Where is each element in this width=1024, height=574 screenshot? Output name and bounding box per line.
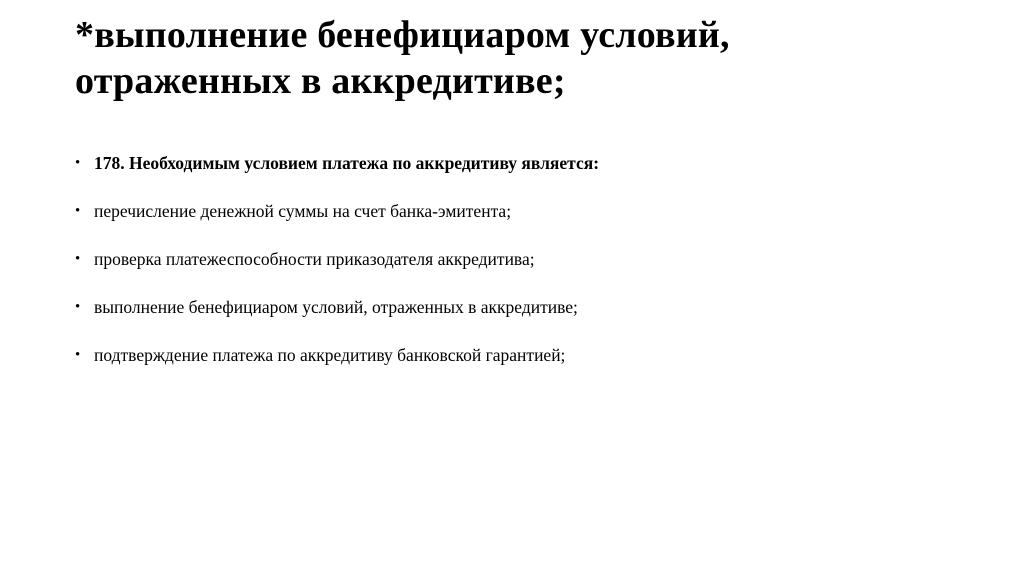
bullet-item-5 [75, 344, 599, 366]
bullet-item-1 [75, 152, 599, 174]
bullet-marker-icon: • [75, 251, 81, 267]
bullet-item-4 [75, 296, 599, 318]
bullet-marker-icon: • [75, 203, 81, 219]
slide-title-line-1: *выполнение бенефициаром условий, [75, 14, 730, 56]
bullet-text-1: 178. Необходимым условием платежа по аккредитиву является: [94, 153, 600, 173]
bullet-list [75, 152, 599, 392]
slide-title-line-2: отраженных в аккредитиве; [75, 60, 566, 102]
bullet-text-2: перечисление денежной суммы на счет банка-эмитента; [94, 201, 512, 221]
bullet-marker-icon: • [75, 347, 81, 363]
bullet-text-4: выполнение бенефициаром условий, отраженных в аккредитиве; [94, 297, 578, 317]
bullet-marker-icon: • [75, 155, 81, 171]
bullet-text-5: подтверждение платежа по аккредитиву банковской гарантией; [94, 345, 566, 365]
slide-title [75, 12, 730, 104]
bullet-item-3 [75, 248, 599, 270]
bullet-item-2 [75, 200, 599, 222]
bullet-marker-icon: • [75, 299, 81, 315]
bullet-text-3: проверка платежеспособности приказодателя аккредитива; [94, 249, 535, 269]
